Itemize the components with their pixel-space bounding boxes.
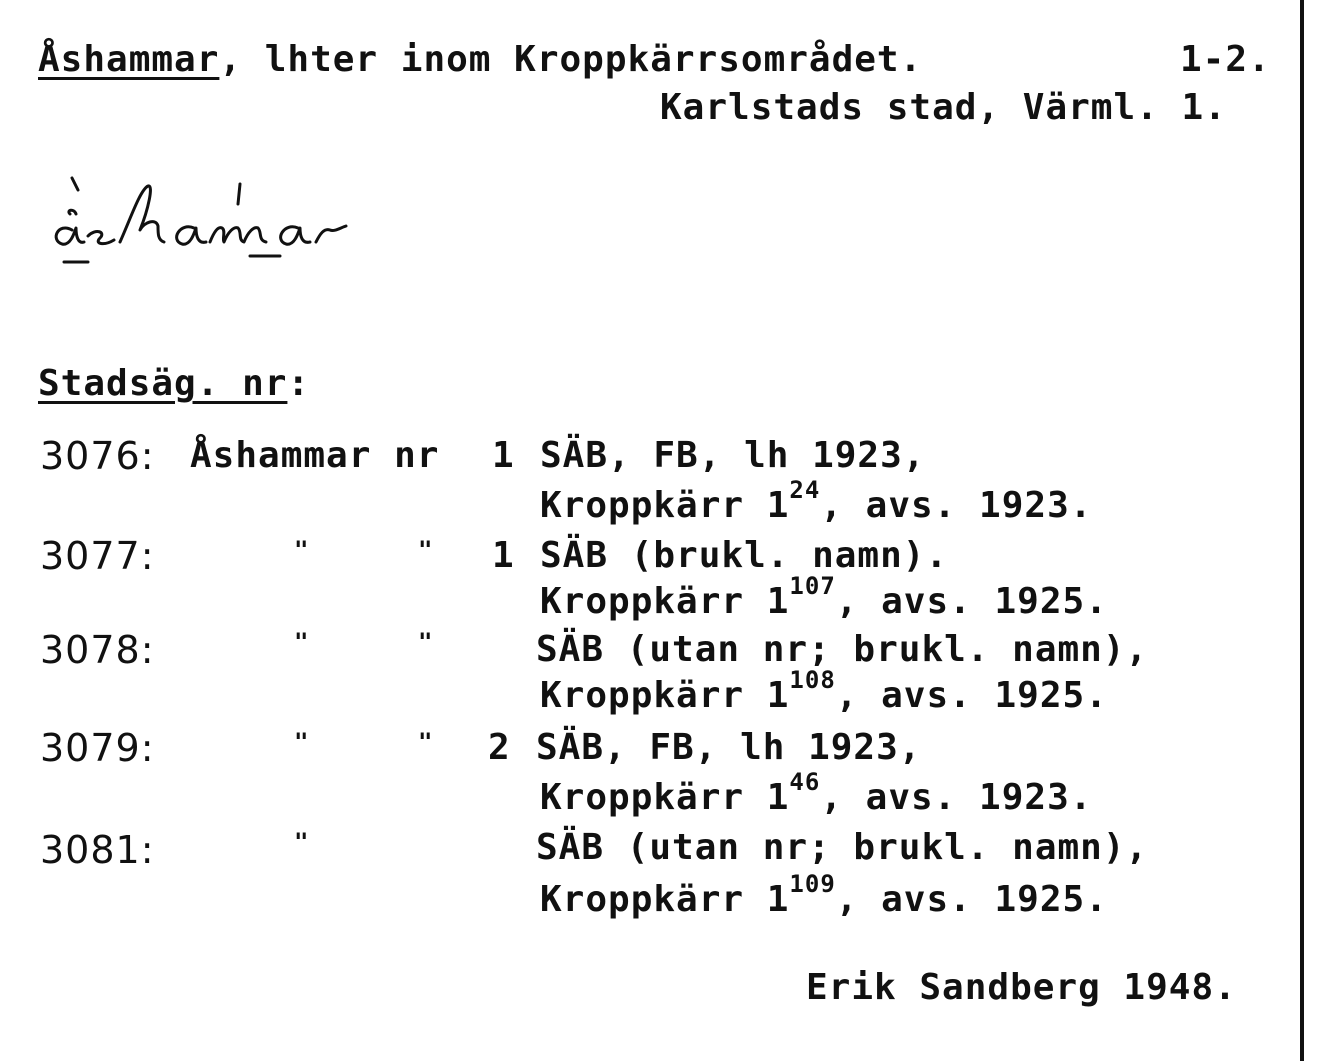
ditto-mark: " [294, 536, 309, 564]
reference-superscript: 107 [789, 572, 836, 600]
location: Karlstads stad, Värml. 1. [660, 87, 1227, 128]
reference-year: , avs. 1923. [820, 485, 1093, 526]
entry-number: 3077: [40, 534, 155, 578]
entry-number: 3076: [40, 434, 155, 478]
reference-superscript: 24 [789, 476, 821, 504]
card-edge-line [1300, 0, 1304, 1061]
ditto-mark: " [294, 728, 309, 756]
card-number: 1-2. [1180, 39, 1271, 80]
reference-year: , avs. 1925. [835, 879, 1108, 920]
entry-source: SÄB, FB, lh 1923, [536, 727, 922, 768]
entry-reference [540, 870, 1108, 922]
entry-index: 2 [488, 727, 511, 768]
reference-text: Kroppkärr 1 [540, 777, 790, 818]
place-description: , lhter inom Kroppkärrsområdet. [219, 39, 923, 80]
section-heading-colon: : [287, 363, 311, 404]
reference-year: , avs. 1925. [835, 581, 1108, 622]
handwritten-pronunciation [44, 170, 424, 280]
section-heading-line [38, 362, 310, 406]
entry-index: 1 [492, 535, 515, 576]
ditto-mark: " [418, 628, 433, 656]
place-name: Åshammar [38, 39, 220, 80]
ditto-mark: " [418, 728, 433, 756]
entry-index: 1 [492, 435, 515, 476]
entry-name: Åshammar nr [190, 435, 440, 476]
entry-source: SÄB (utan nr; brukl. namn), [536, 629, 1149, 670]
reference-superscript: 46 [789, 768, 821, 796]
entry-number: 3081: [40, 828, 155, 872]
signature: Erik Sandberg 1948. [806, 967, 1237, 1008]
reference-text: Kroppkärr 1 [540, 879, 790, 920]
entry-reference [540, 572, 1108, 624]
section-heading: Stadsäg. nr [38, 363, 288, 404]
ditto-mark: " [294, 628, 309, 656]
entry-reference [540, 768, 1093, 820]
reference-superscript: 108 [789, 666, 836, 694]
reference-year: , avs. 1923. [820, 777, 1093, 818]
reference-text: Kroppkärr 1 [540, 581, 790, 622]
ditto-mark: " [294, 828, 309, 856]
entry-source: SÄB (brukl. namn). [540, 535, 949, 576]
reference-text: Kroppkärr 1 [540, 485, 790, 526]
entry-reference [540, 476, 1093, 528]
reference-text: Kroppkärr 1 [540, 675, 790, 716]
reference-year: , avs. 1925. [835, 675, 1108, 716]
entry-number: 3079: [40, 726, 155, 770]
header-line [38, 38, 922, 82]
entry-reference [540, 666, 1108, 718]
entry-number: 3078: [40, 628, 155, 672]
reference-superscript: 109 [789, 870, 836, 898]
ditto-mark: " [418, 536, 433, 564]
entry-source: SÄB (utan nr; brukl. namn), [536, 827, 1149, 868]
entry-source: SÄB, FB, lh 1923, [540, 435, 926, 476]
